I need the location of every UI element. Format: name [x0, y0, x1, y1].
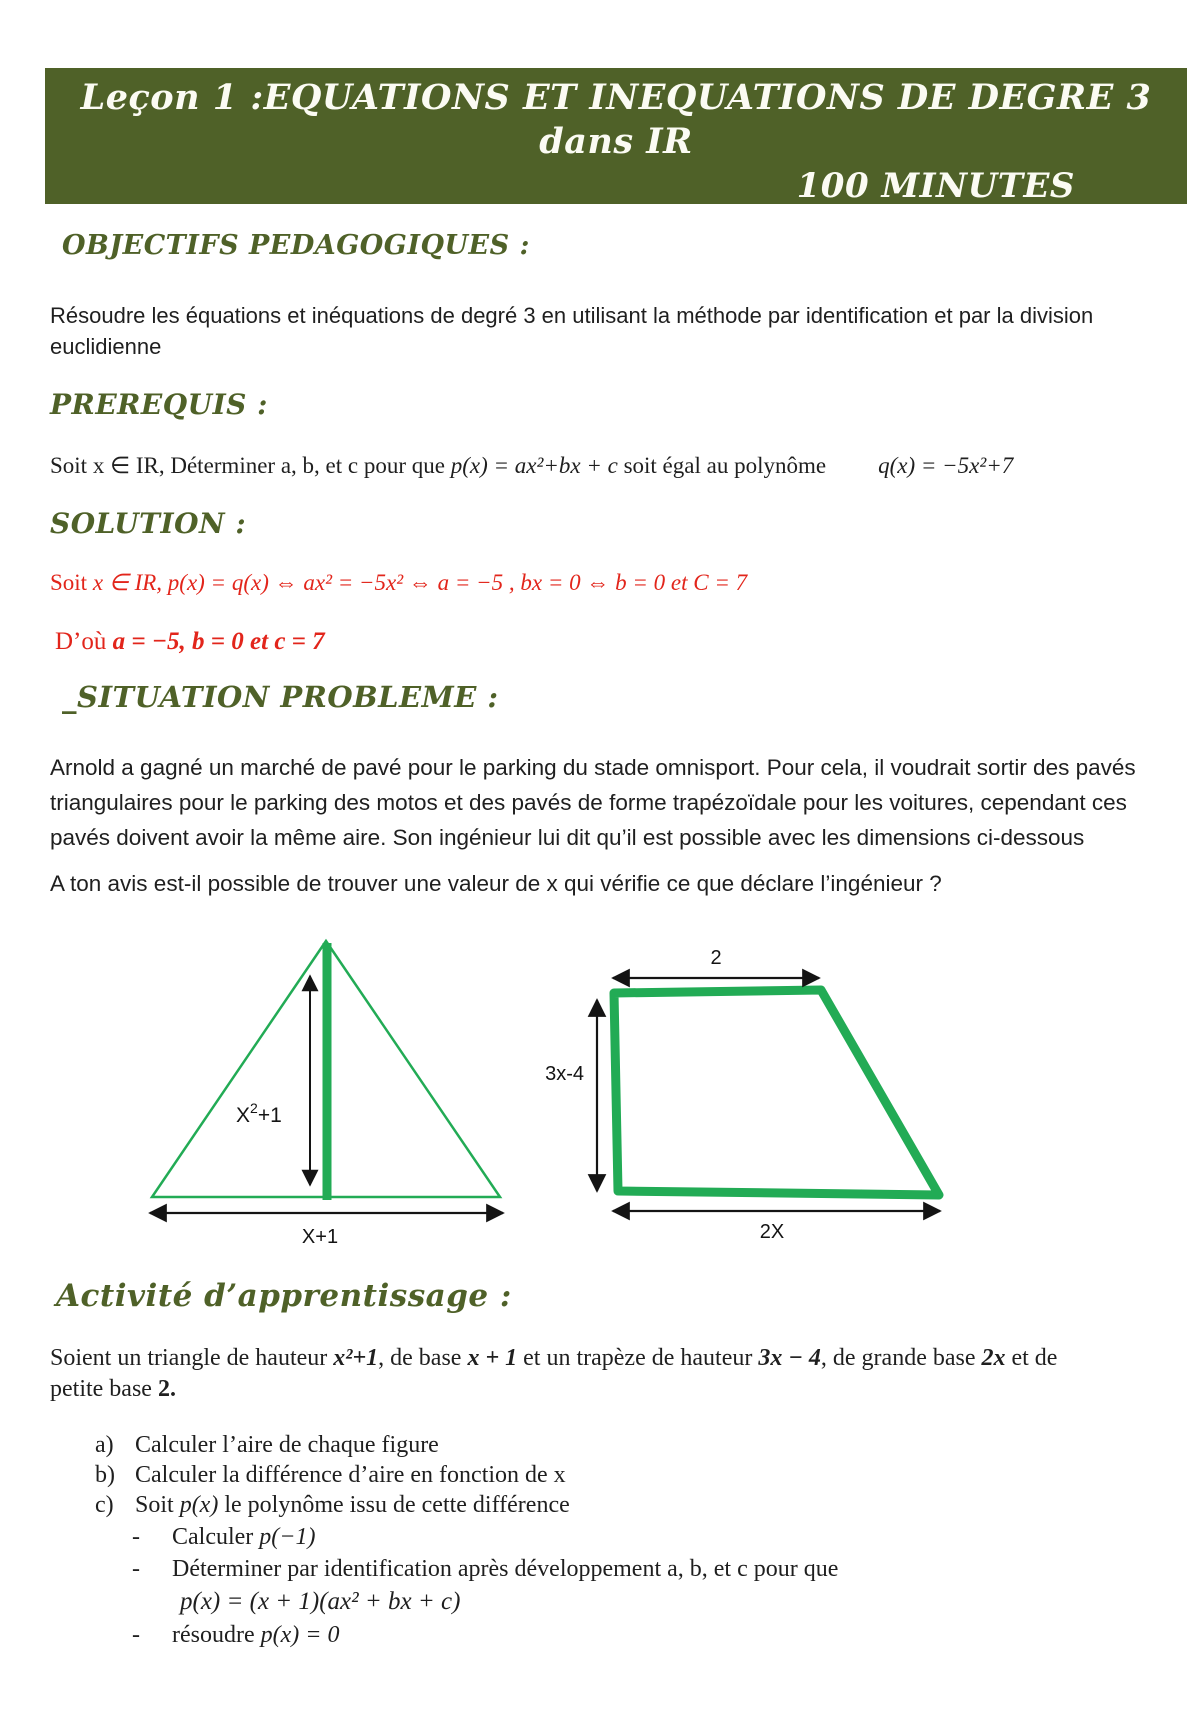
triangle-height-label: $X^2+1$: [236, 1100, 282, 1127]
trapezoid-outline: [614, 990, 939, 1195]
sub-item-2-text: Déterminer par identification après développement a, b, et c pour que: [172, 1556, 839, 1582]
list-item-a-marker: a): [95, 1432, 114, 1458]
trapezoid-bottom-label: 2X: [759, 1221, 785, 1243]
triangle-base-label: X+1: [301, 1226, 339, 1248]
list-item-b-text: Calculer la différence d’aire en fonction de x: [135, 1462, 566, 1488]
solution-heading: SOLUTION :: [50, 507, 247, 540]
prerequis-eq-q: q(x) = −5x²+7: [878, 453, 1014, 478]
sub-item-1-text: Calculer p(−1): [172, 1524, 316, 1550]
activite-intro-line2: petite base 2.: [50, 1376, 176, 1402]
list-item-b-marker: b): [95, 1462, 115, 1488]
prerequis-text: Soit x ∈ IR, Déterminer a, b, et c pour que: [50, 453, 451, 478]
solution-line2-lead: D’où: [55, 628, 113, 655]
prerequis-heading: PREREQUIS :: [50, 388, 268, 421]
list-item-a-text: Calculer l’aire de chaque figure: [135, 1432, 439, 1458]
solution-line-2: [55, 628, 325, 656]
activite-heading: Activité d’apprentissage :: [56, 1278, 512, 1314]
solution-line1-lead: Soit: [50, 570, 93, 595]
banner-title-line2: 100 MINUTES: [796, 166, 1075, 206]
sub-item-3-dash: -: [132, 1622, 140, 1648]
sub-item-1-dash: -: [132, 1524, 140, 1550]
activite-intro-line1: Soient un triangle de hauteur x²+1, de base x + 1 et un trapèze de hauteur 3x − 4, de grande base 2x et de: [50, 1345, 1058, 1371]
situation-paragraph: [50, 750, 1136, 855]
objectifs-body-line2: euclidienne: [50, 334, 162, 359]
list-item-c-marker: c): [95, 1492, 114, 1518]
situation-heading: [62, 680, 499, 714]
solution-line2-result: a = −5, b = 0 et c = 7: [112, 628, 325, 655]
situation-para-line2: triangulaires pour le parking des motos et des pavés de forme trapézoïdale pour les voitures, cependant ces: [50, 790, 1127, 815]
situation-para-line3: pavés doivent avoir la même aire. Son ingénieur lui dit qu’il est possible avec les dimensions ci-dessous: [50, 825, 1085, 850]
situation-question: A ton avis est-il possible de trouver une valeur de x qui vérifie ce que déclare l’ingénieur ?: [50, 871, 942, 896]
solution-line1-math: x ∈ IR, p(x) = q(x) ⇔ ax² = −5x² ⇔ a = −5 , bx = 0 ⇔ b = 0 et C = 7: [92, 570, 748, 595]
sub-item-3-text: résoudre p(x) = 0: [172, 1622, 340, 1648]
header-banner: [45, 68, 1187, 204]
figures-canvas: [0, 890, 1199, 1260]
situation-heading-text: SITUATION PROBLEME :: [77, 680, 499, 714]
prerequis-statement: [50, 453, 1013, 479]
banner-title-line1: Leçon 1 :EQUATIONS ET INEQUATIONS DE DEGRE 3 dans IR: [80, 77, 1152, 162]
trapezoid-left-label: 3x-4: [545, 1063, 584, 1085]
sub-item-2-dash: -: [132, 1556, 140, 1582]
objectifs-body-line1: Résoudre les équations et inéquations de degré 3 en utilisant la méthode par identification et par la division: [50, 303, 1094, 328]
objectifs-body: [50, 300, 1093, 362]
sub-item-2-equation: p(x) = (x + 1)(ax² + bx + c): [180, 1588, 461, 1615]
objectifs-heading: OBJECTIFS PEDAGOGIQUES :: [62, 230, 530, 261]
activite-intro: [50, 1343, 1057, 1405]
situation-underscore-prefix: _: [62, 680, 77, 714]
list-item-c-text: Soit p(x) le polynôme issu de cette différence: [135, 1492, 570, 1518]
prerequis-eq-p: p(x) = ax²+bx + c: [450, 453, 618, 478]
situation-para-line1: Arnold a gagné un marché de pavé pour le parking du stade omnisport. Pour cela, il voudrait sortir des pavés: [50, 755, 1136, 780]
prerequis-text2: soit égal au polynôme: [617, 453, 827, 478]
solution-line-1: [50, 570, 747, 596]
trapezoid-top-label: 2: [710, 947, 722, 969]
